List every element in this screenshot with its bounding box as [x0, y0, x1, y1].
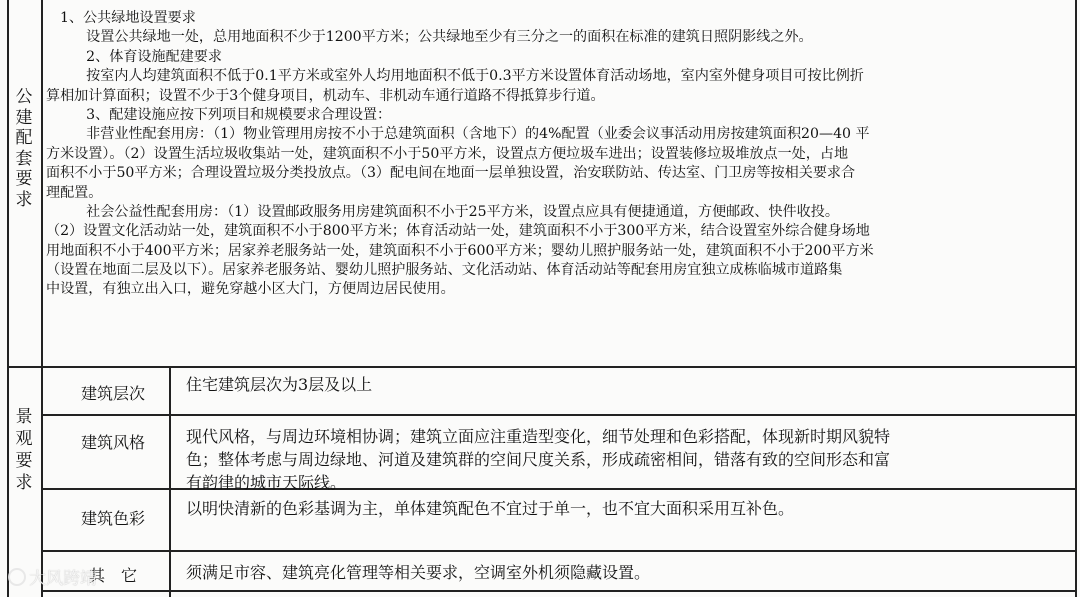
side-char: 求 — [15, 473, 33, 493]
public-requirements-text — [46, 9, 1072, 300]
watermark-text: 大风跨靖 — [29, 569, 97, 589]
text-line: 1、公共绿地设置要求 — [60, 10, 196, 26]
side-char: 套 — [15, 148, 33, 169]
row-content-building-style — [186, 425, 890, 494]
text-line: 算相加计算面积；设置不少于3个健身项目，机动车、非机动车通行道路不得抵算步行道。 — [46, 87, 605, 104]
table-border-right — [1075, 0, 1077, 597]
text-line: 现代风格，与周边环境相协调；建筑立面应注重造型变化，细节处理和色彩搭配，体现新时期风貌特 — [186, 427, 891, 446]
watermark-logo-icon — [8, 568, 26, 586]
side-char: 景 — [15, 407, 33, 427]
text-line: 理配置。 — [46, 184, 103, 201]
watermark — [8, 564, 97, 589]
side-char: 公 — [15, 87, 33, 107]
row-divider-1 — [41, 414, 1077, 416]
side-char: 要 — [15, 169, 33, 189]
row-label-building-style: 建筑风格 — [80, 433, 145, 452]
row-content-other — [186, 561, 650, 584]
text-line: 色；整体考虑与周边绿地、河道及建筑群的空间尺度关系，形成疏密相间，错落有致的空间形态和富 — [186, 450, 891, 469]
row-divider-4 — [41, 590, 1077, 592]
side-char: 建 — [15, 107, 33, 128]
text-line: 社会公益性配套用房：（1）设置邮政服务用房建筑面积不小于25平方米，设置点应具有便捷通道，方便邮政、快件收投。 — [58, 203, 839, 220]
row-content-building-color — [186, 497, 794, 520]
text-line: 有韵律的城市天际线。 — [186, 473, 347, 492]
section-divider — [7, 366, 1077, 368]
text-line: 方米设置）。（2）设置生活垃圾收集站一处，建筑面积不小于50平方米，设置点方便垃圾车进出；设置装修垃圾堆放点一处，占地 — [46, 145, 849, 162]
row-divider-3 — [41, 550, 1077, 552]
row-label-building-color: 建筑色彩 — [80, 509, 145, 528]
row-label-building-level: 建筑层次 — [80, 384, 145, 403]
text-line: 以明快清新的色彩基调为主，单体建筑配色不宜过于单一，也不宜大面积采用互补色。 — [186, 499, 795, 518]
text-line: 面积不小于50平方米；合理设置垃圾分类投放点。（3）配电间在地面一层单独设置，治安联防站、传达室、门卫房等按相关要求合 — [46, 165, 856, 182]
side-char: 配 — [15, 128, 33, 148]
text-line: 设置公共绿地一处，总用地面积不少于1200平方米；公共绿地至少有三分之一的面积在标准的建筑日照阴影线之外。 — [58, 29, 813, 46]
text-line: 中设置，有独立出入口，避免穿越小区大门，方便周边居民使用。 — [46, 281, 455, 298]
text-line: 3、配建设施应按下列项目和规模要求合理设置： — [58, 106, 392, 123]
text-line: 非营业性配套用房：（1）物业管理用房按不小于总建筑面积（含地下）的4%配置（业委会议事活动用房按建筑面积20—40 平 — [58, 126, 870, 143]
public-side-label — [12, 87, 36, 210]
row-label-other: 其 它 — [88, 566, 137, 585]
text-line: 住宅建筑层次为3层及以上 — [186, 375, 373, 394]
landscape-side-label — [12, 406, 36, 494]
text-line: 须满足市容、建筑亮化管理等相关要求，空调室外机须隐藏设置。 — [186, 563, 651, 582]
text-line: （设置在地面二层及以下）。居家养老服务站、婴幼儿照护服务站、文化活动站、体育活动站等配套用房宜独立成栋临城市道路集 — [46, 262, 843, 279]
side-char: 要 — [15, 451, 33, 471]
side-char: 求 — [15, 189, 33, 210]
side-char: 观 — [15, 429, 33, 449]
text-line: 2、体育设施配建要求 — [58, 48, 222, 65]
table-border-left — [7, 0, 9, 597]
row-content-building-level — [186, 373, 372, 396]
text-line: 用地面积不小于400平方米；居家养老服务站一处，建筑面积不小于600平方米；婴幼儿照护服务站一处，建筑面积不小于200平方米 — [46, 242, 874, 259]
text-line: 按室内人均建筑面积不低于0.1平方米或室外人均用地面积不低于0.3平方米设置体育活动场地，室内室外健身项目可按比例折 — [58, 68, 864, 85]
column-divider-side — [41, 0, 43, 597]
text-line: （2）设置文化活动站一处，建筑面积不小于800平方米；体育活动站一处，建筑面积不小于300平方米，结合设置室外综合健身场地 — [46, 223, 870, 240]
